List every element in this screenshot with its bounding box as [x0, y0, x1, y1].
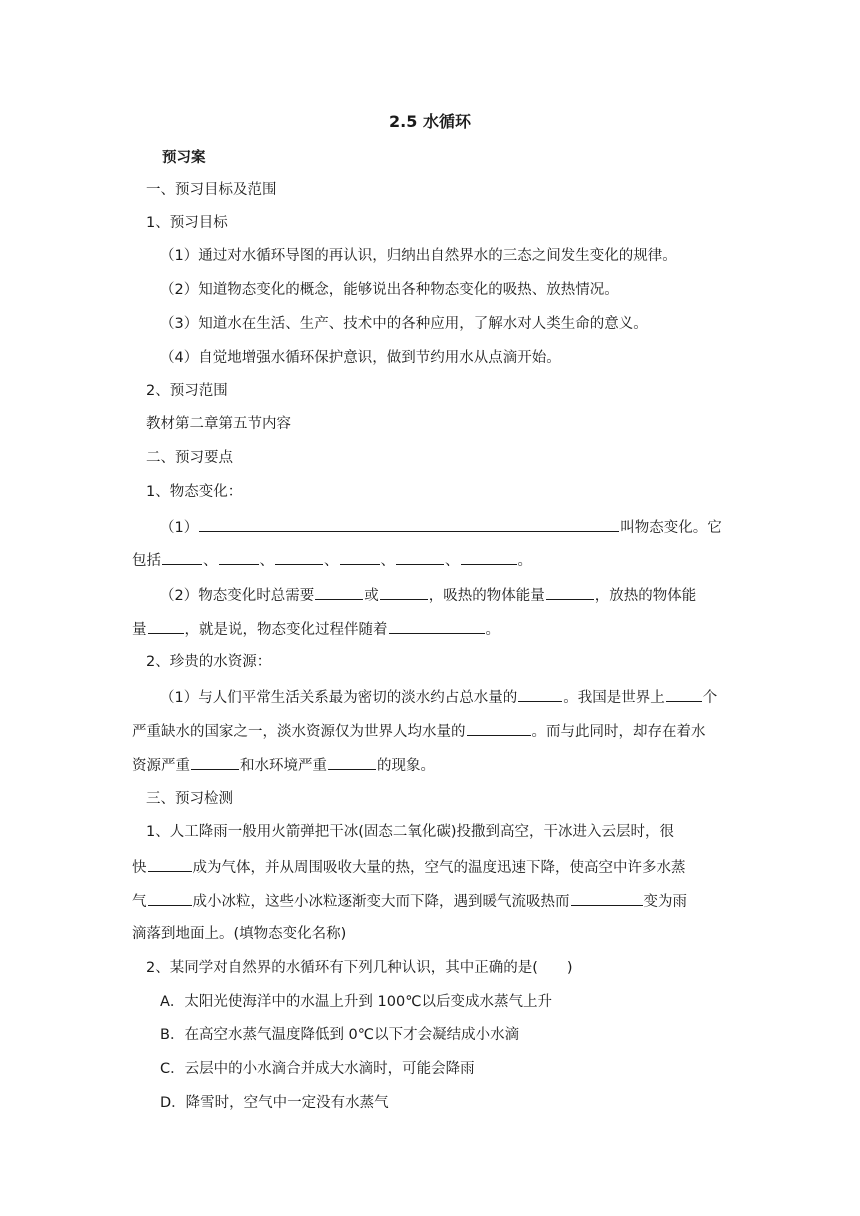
question-line: 快 成为气体，并从周围吸收大量的热，空气的温度迅速下降，使高空中许多水蒸: [132, 856, 860, 878]
option-b[interactable]: B．在高空水蒸气温度降低到 0℃以下才会凝结成小水滴: [160, 1027, 520, 1043]
question-line: 1、人工降雨一般用火箭弹把干冰(固态二氧化碳)投撒到高空，干冰进入云层时，很: [146, 824, 675, 840]
fill-blank[interactable]: [199, 516, 619, 532]
fill-blank[interactable]: [396, 549, 444, 565]
question-line: 量 ，就是说，物态变化过程伴随着 。: [132, 618, 860, 640]
question-line: 包括 、 、 、 、 、 。: [132, 549, 860, 571]
fill-blank[interactable]: [340, 549, 380, 565]
part3-heading: 三、预习检测: [146, 791, 233, 807]
question-line: 气 成小冰粒，这些小冰粒逐渐变大而下降，遇到暖气流吸热而 变为雨: [132, 890, 860, 912]
fill-blank[interactable]: [162, 549, 202, 565]
part1-heading: 一、预习目标及范围: [146, 182, 277, 198]
part2-heading: 二、预习要点: [146, 450, 233, 466]
scope-heading: 2、预习范围: [146, 383, 228, 399]
fill-blank[interactable]: [148, 856, 192, 872]
fill-blank[interactable]: [148, 890, 192, 906]
section-header: 预习案: [162, 150, 206, 166]
scope-text: 教材第二章第五节内容: [146, 416, 291, 432]
item1-heading: 1、物态变化：: [146, 484, 243, 500]
fill-blank[interactable]: [546, 584, 594, 600]
fill-blank[interactable]: [461, 549, 517, 565]
option-a[interactable]: A．太阳光使海洋中的水温上升到 100℃以后变成水蒸气上升: [160, 994, 552, 1010]
question-line: 滴落到地面上。(填物态变化名称): [132, 926, 347, 942]
fill-blank[interactable]: [380, 584, 428, 600]
item2-heading: 2、珍贵的水资源：: [146, 654, 272, 670]
fill-blank[interactable]: [275, 549, 323, 565]
goal-item: （1）通过对水循环导图的再认识，归纳出自然界水的三态之间发生变化的规律。: [160, 248, 677, 264]
fill-blank[interactable]: [666, 686, 702, 702]
fill-blank[interactable]: [148, 618, 184, 634]
fill-blank[interactable]: [571, 890, 643, 906]
fill-blank[interactable]: [328, 754, 376, 770]
question-stem: 2、某同学对自然界的水循环有下列几种认识，其中正确的是( ): [146, 960, 573, 976]
fill-blank[interactable]: [467, 720, 531, 736]
goal-item: （2）知道物态变化的概念，能够说出各种物态变化的吸热、放热情况。: [160, 282, 619, 298]
fill-blank[interactable]: [191, 754, 239, 770]
fill-blank[interactable]: [389, 618, 485, 634]
question-line: 资源严重 和水环境严重 的现象。: [132, 754, 860, 776]
goal-item: （3）知道水在生活、生产、技术中的各种应用，了解水对人类生命的意义。: [160, 316, 648, 332]
question-line: （1） 叫物态变化。它: [160, 516, 860, 538]
document-title: 2.5 水循环: [389, 112, 471, 131]
question-line: 严重缺水的国家之一，淡水资源仅为世界人均水量的 。而与此同时，却存在着水: [132, 720, 860, 742]
option-d[interactable]: D．降雪时，空气中一定没有水蒸气: [160, 1095, 389, 1111]
question-line: （1）与人们平常生活关系最为密切的淡水约占总水量的 。我国是世界上 个: [160, 686, 860, 708]
fill-blank[interactable]: [518, 686, 562, 702]
question-line: （2）物态变化时总需要 或 ，吸热的物体能量 ，放热的物体能: [160, 584, 860, 606]
goals-heading: 1、预习目标: [146, 215, 228, 231]
goal-item: （4）自觉地增强水循环保护意识，做到节约用水从点滴开始。: [160, 350, 561, 366]
fill-blank[interactable]: [219, 549, 259, 565]
fill-blank[interactable]: [315, 584, 363, 600]
option-c[interactable]: C．云层中的小水滴合并成大水滴时，可能会降雨: [160, 1061, 475, 1077]
